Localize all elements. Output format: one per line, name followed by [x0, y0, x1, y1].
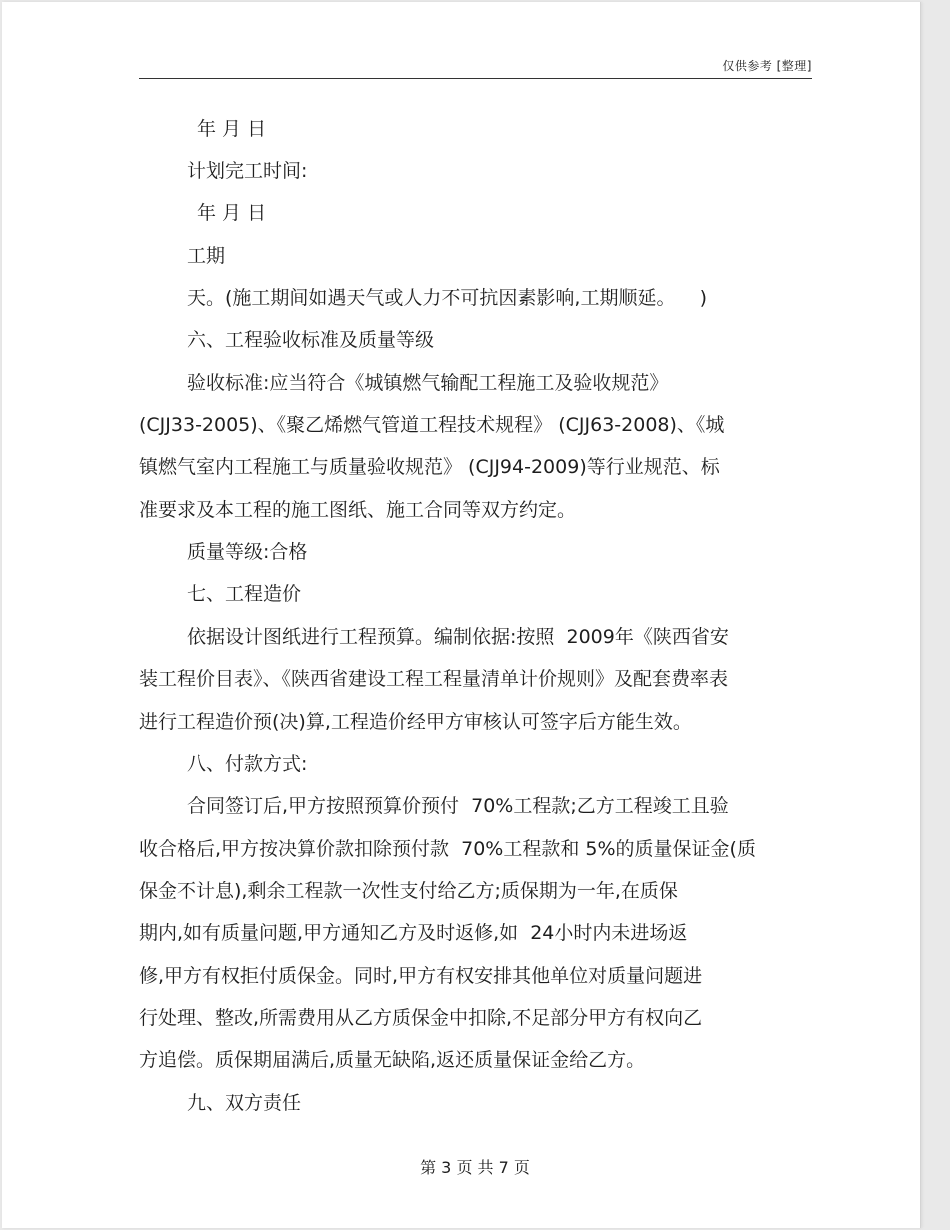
page-header: 仅供参考 [整理] [722, 59, 812, 73]
text-line: 进行工程造价预(决)算,工程造价经甲方审核认可签字后方能生效。 [139, 711, 692, 733]
text-line: 年 月 日 [197, 118, 267, 140]
text-line: 天。(施工期间如遇天气或人力不可抗因素影响,工期顺延。 ) [187, 287, 708, 309]
text-line: 计划完工时间: [187, 160, 308, 182]
document-page [2, 2, 921, 1228]
page-footer: 第 3 页 共 7 页 [420, 1158, 530, 1177]
text-line: 装工程价目表》、《陕西省建设工程工程量清单计价规则》及配套费率表 [139, 668, 729, 690]
text-line: 方追偿。质保期届满后,质量无缺陷,返还质量保证金给乙方。 [139, 1049, 646, 1071]
text-line: 准要求及本工程的施工图纸、施工合同等双方约定。 [139, 499, 577, 521]
text-line: 行处理、整改,所需费用从乙方质保金中扣除,不足部分甲方有权向乙 [139, 1007, 703, 1029]
text-line: 工期 [187, 245, 226, 267]
text-line: 验收标准:应当符合《城镇燃气输配工程施工及验收规范》 [187, 372, 669, 394]
section-heading: 八、付款方式: [187, 753, 308, 775]
header-rule [139, 78, 812, 79]
text-line: (CJJ33-2005)、《聚乙烯燃气管道工程技术规程》 (CJJ63-2008)、《城 [139, 414, 725, 436]
section-heading: 七、工程造价 [187, 583, 302, 605]
text-line: 期内,如有质量问题,甲方通知乙方及时返修,如 24小时内未进场返 [139, 922, 688, 944]
text-line: 质量等级:合格 [187, 541, 308, 563]
text-line: 保金不计息),剩余工程款一次性支付给乙方;质保期为一年,在质保 [139, 880, 678, 902]
text-line: 依据设计图纸进行工程预算。编制依据:按照 2009年《陕西省安 [187, 626, 729, 648]
text-line: 修,甲方有权拒付质保金。同时,甲方有权安排其他单位对质量问题进 [139, 965, 703, 987]
text-line: 镇燃气室内工程施工与质量验收规范》 (CJJ94-2009)等行业规范、标 [139, 456, 720, 478]
text-line: 合同签订后,甲方按照预算价预付 70%工程款;乙方工程竣工且验 [187, 795, 729, 817]
text-line: 年 月 日 [197, 202, 267, 224]
section-heading: 九、双方责任 [187, 1092, 302, 1114]
section-heading: 六、工程验收标准及质量等级 [187, 329, 435, 351]
text-line: 收合格后,甲方按决算价款扣除预付款 70%工程款和 5%的质量保证金(质 [139, 838, 756, 860]
